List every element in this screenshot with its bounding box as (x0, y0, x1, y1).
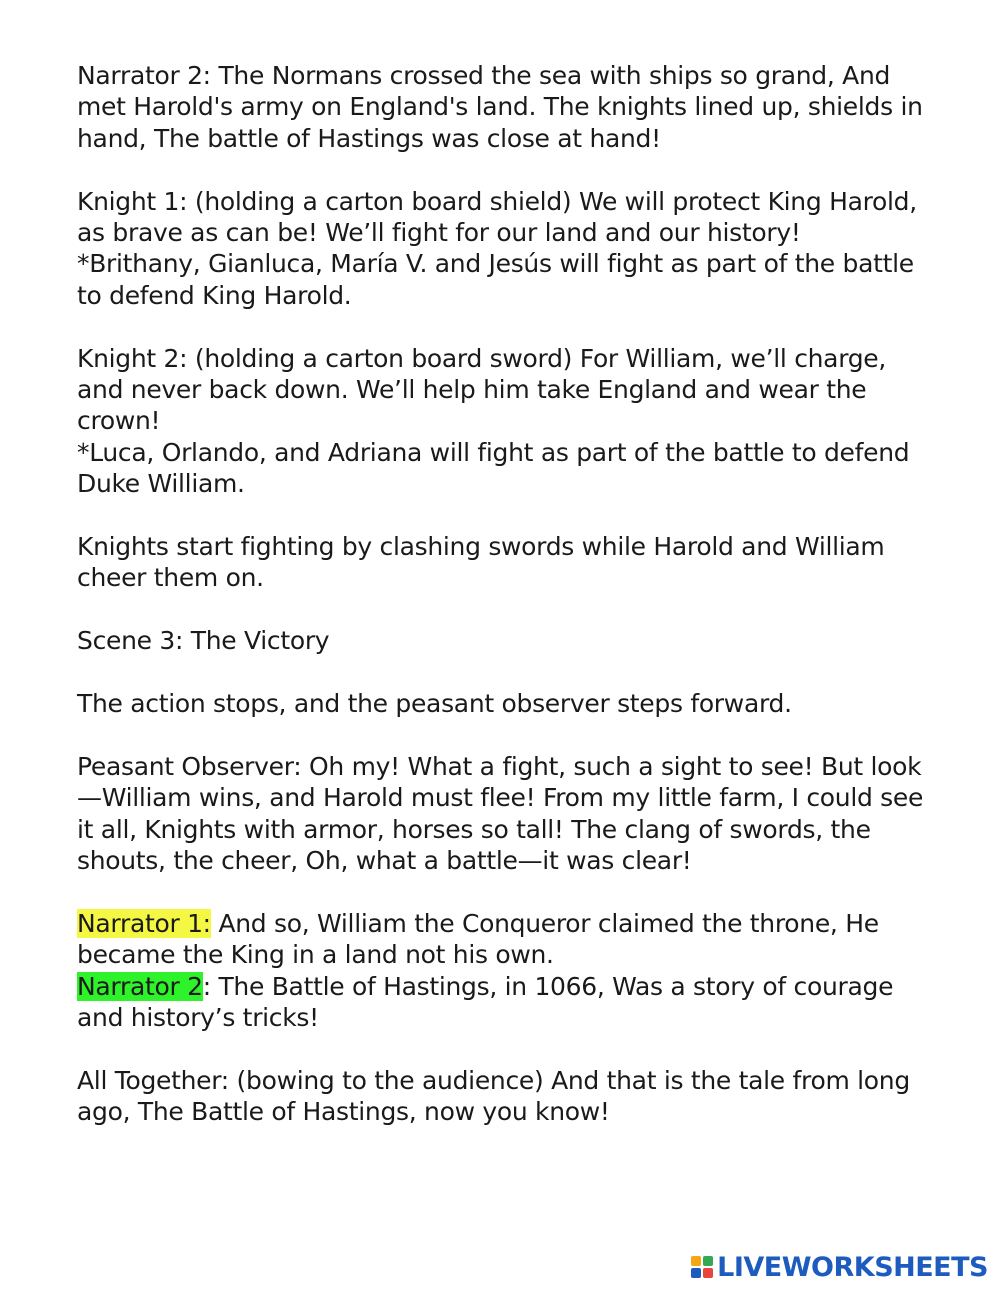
narrator-2-closing-text: : The Battle of Hastings, in 1066, Was a story of courage and history’s tricks! (77, 971, 894, 1033)
peasant-observer-line: Peasant Observer: Oh my! What a fight, such a sight to see! But look—William wins, and Harold must flee! From my little farm, I could see it all, Knights with armor, horses so tall! The clang of swords, the shouts, the cheer, Oh, what a battle—it was clear! (77, 751, 924, 876)
liveworksheets-logo (691, 1252, 988, 1282)
stage-direction-stop: The action stops, and the peasant observer steps forward. (77, 689, 792, 719)
narrator-1-label-highlight: Narrator 1: (77, 908, 211, 938)
scene-3-heading: Scene 3: The Victory (77, 626, 330, 656)
paragraph-stage-direction-stop (77, 688, 937, 719)
paragraph-peasant-observer (77, 751, 937, 877)
narrator-1-closing-text: And so, William the Conqueror claimed the throne, He became the King in a land not his own. (77, 908, 879, 970)
paragraph-narrators-closing (77, 908, 937, 1034)
narrator-2-closing-line (77, 971, 937, 1034)
document-body (77, 60, 937, 1159)
narrator-2-line: Narrator 2: The Normans crossed the sea with ships so grand, And met Harold's army on England's land. The knights lined up, shields in hand, The battle of Hastings was close at hand! (77, 61, 923, 153)
paragraph-all-together (77, 1065, 937, 1128)
knight-2-line: Knight 2: (holding a carton board sword) For William, we’ll charge, and never back down. We’ll help him take England and wear the crown! (77, 343, 887, 436)
paragraph-narrator-2-intro (77, 60, 937, 154)
knight-1-line: Knight 1: (holding a carton board shield) We will protect King Harold, as brave as can be! We’ll fight for our land and our history! (77, 186, 917, 248)
narrator-2-label-highlight: Narrator 2 (77, 971, 203, 1001)
all-together-line: All Together: (bowing to the audience) And that is the tale from long ago, The Battle of Hastings, now you know! (77, 1065, 910, 1127)
paragraph-stage-direction-fight (77, 531, 937, 594)
stage-direction-fight: Knights start fighting by clashing swords while Harold and William cheer them on. (77, 532, 885, 593)
liveworksheets-logo-text: LIVEWORKSHEETS (717, 1251, 988, 1283)
knight-1-cast-note: *Brithany, Gianluca, María V. and Jesús will fight as part of the battle to defend King Harold. (77, 249, 914, 310)
liveworksheets-logo-icon (691, 1256, 713, 1278)
paragraph-scene-heading (77, 625, 937, 656)
narrator-1-closing-line (77, 908, 937, 971)
paragraph-knight-2 (77, 343, 937, 500)
knight-2-cast-note: *Luca, Orlando, and Adriana will fight as part of the battle to defend Duke William. (77, 437, 910, 499)
paragraph-knight-1 (77, 186, 937, 312)
